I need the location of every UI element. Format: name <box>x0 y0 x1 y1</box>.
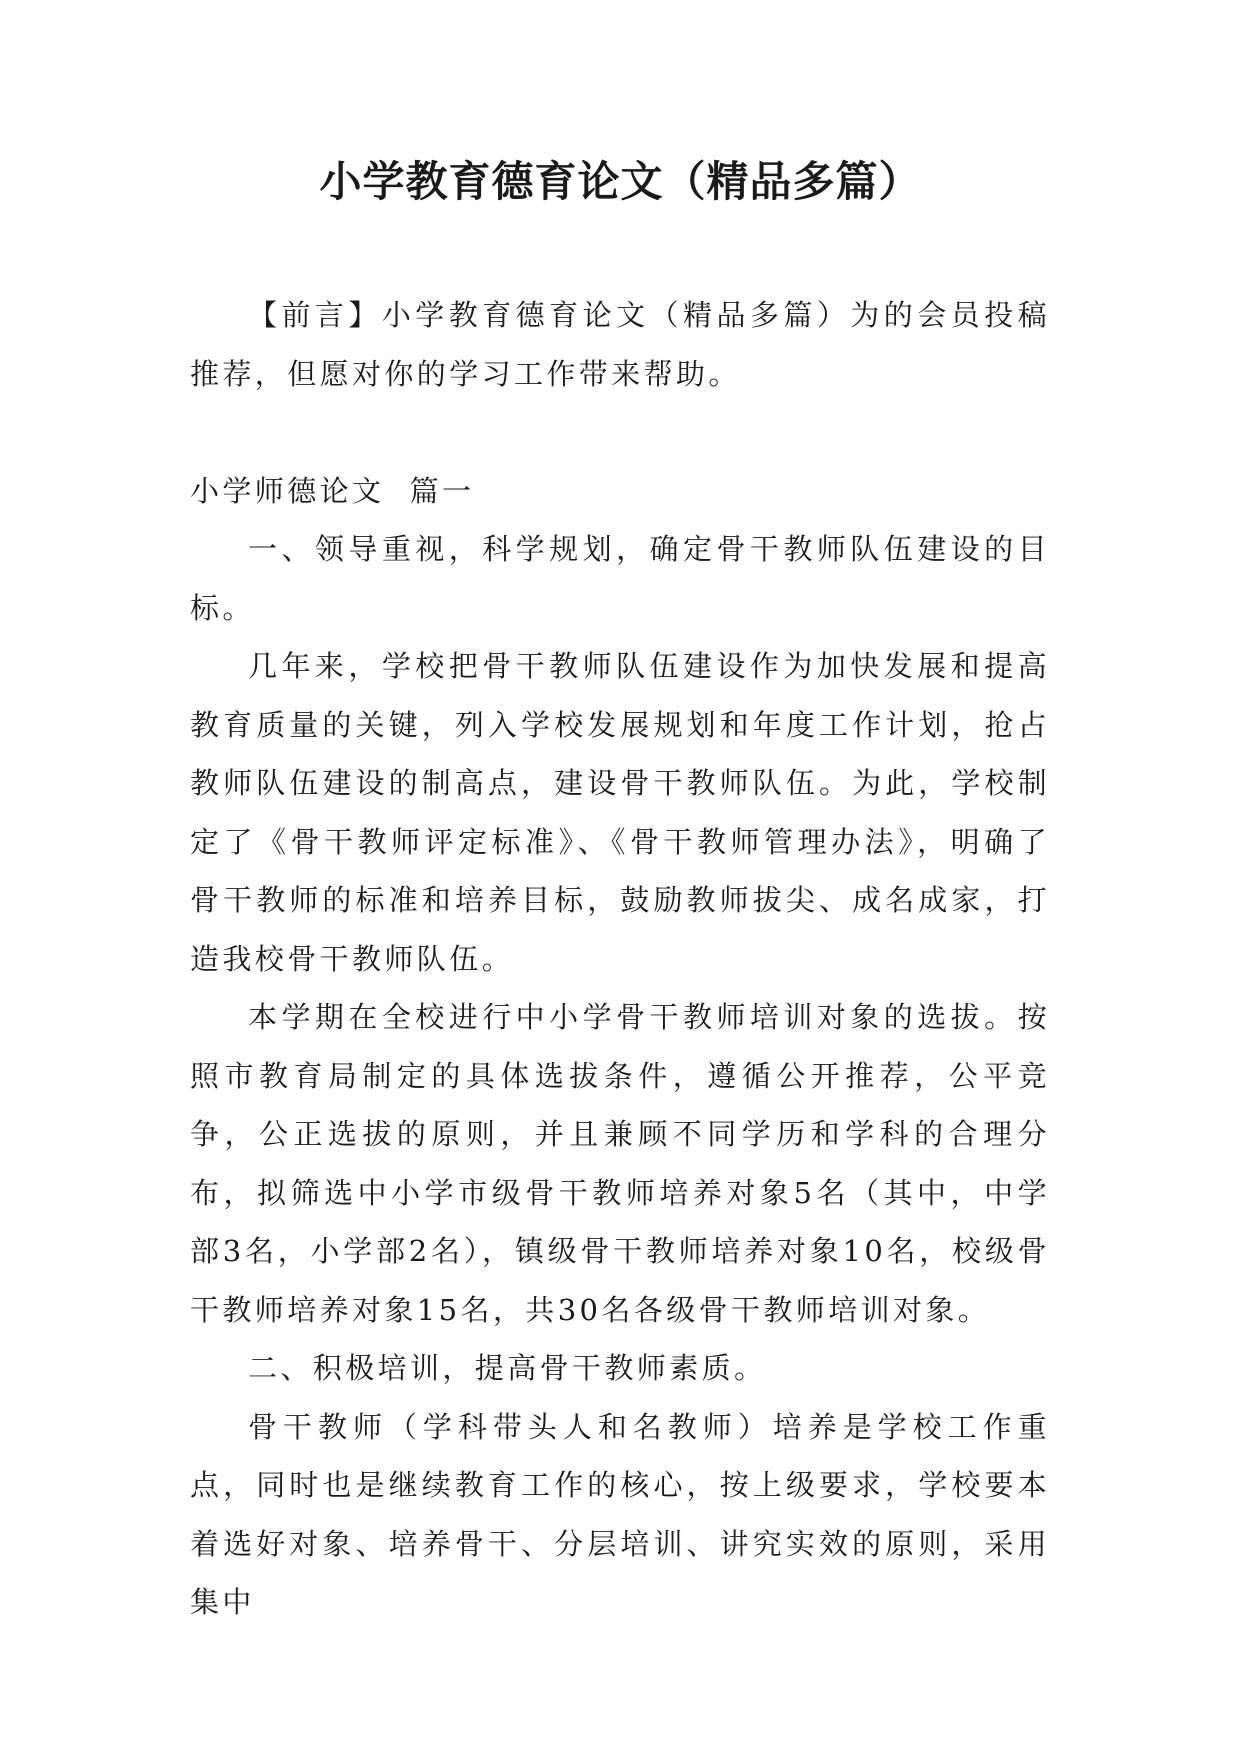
preface-paragraph: 【前言】小学教育德育论文（精品多篇）为的会员投稿推荐，但愿对你的学习工作带来帮助。 <box>190 298 1050 391</box>
body-paragraph: 骨干教师（学科带头人和名教师）培养是学校工作重点，同时也是继续教育工作的核心，按上级要求，学校要本着选好对象、培养骨干、分层培训、讲究实效的原则，采用集中 <box>190 1409 1050 1619</box>
body-paragraph: 本学期在全校进行中小学骨干教师培训对象的选拔。按照市教育局制定的具体选拔条件，遵循公开推荐，公平竞争，公正选拔的原则，并且兼顾不同学历和学科的合理分布，拟筛选中小学市级骨干教师培养对象5名（其中，中学部3名，小学部2名），镇级骨干教师培养对象10名，校级骨干教师培养对象15名，共30名各级骨干教师培训对象。 <box>190 1000 1050 1327</box>
blank-line <box>190 403 1050 462</box>
document-title: 小学教育德育论文（精品多篇） <box>319 157 922 206</box>
body-paragraph: 一、领导重视，科学规划，确定骨干教师队伍建设的目标。 <box>190 532 1050 625</box>
section-heading: 小学师德论文 篇一 <box>190 473 475 508</box>
body-paragraph: 二、积极培训，提高骨干教师素质。 <box>248 1351 767 1385</box>
document-body <box>190 286 1050 1632</box>
body-paragraph: 几年来，学校把骨干教师队伍建设作为加快发展和提高教育质量的关键，列入学校发展规划和年度工作计划，抢占教师队伍建设的制高点，建设骨干教师队伍。为此，学校制定了《骨干教师评定标准》、《骨干教师管理办法》，明确了骨干教师的标准和培养目标，鼓励教师拔尖、成名成家，打造我校骨干教师队伍。 <box>190 649 1050 976</box>
